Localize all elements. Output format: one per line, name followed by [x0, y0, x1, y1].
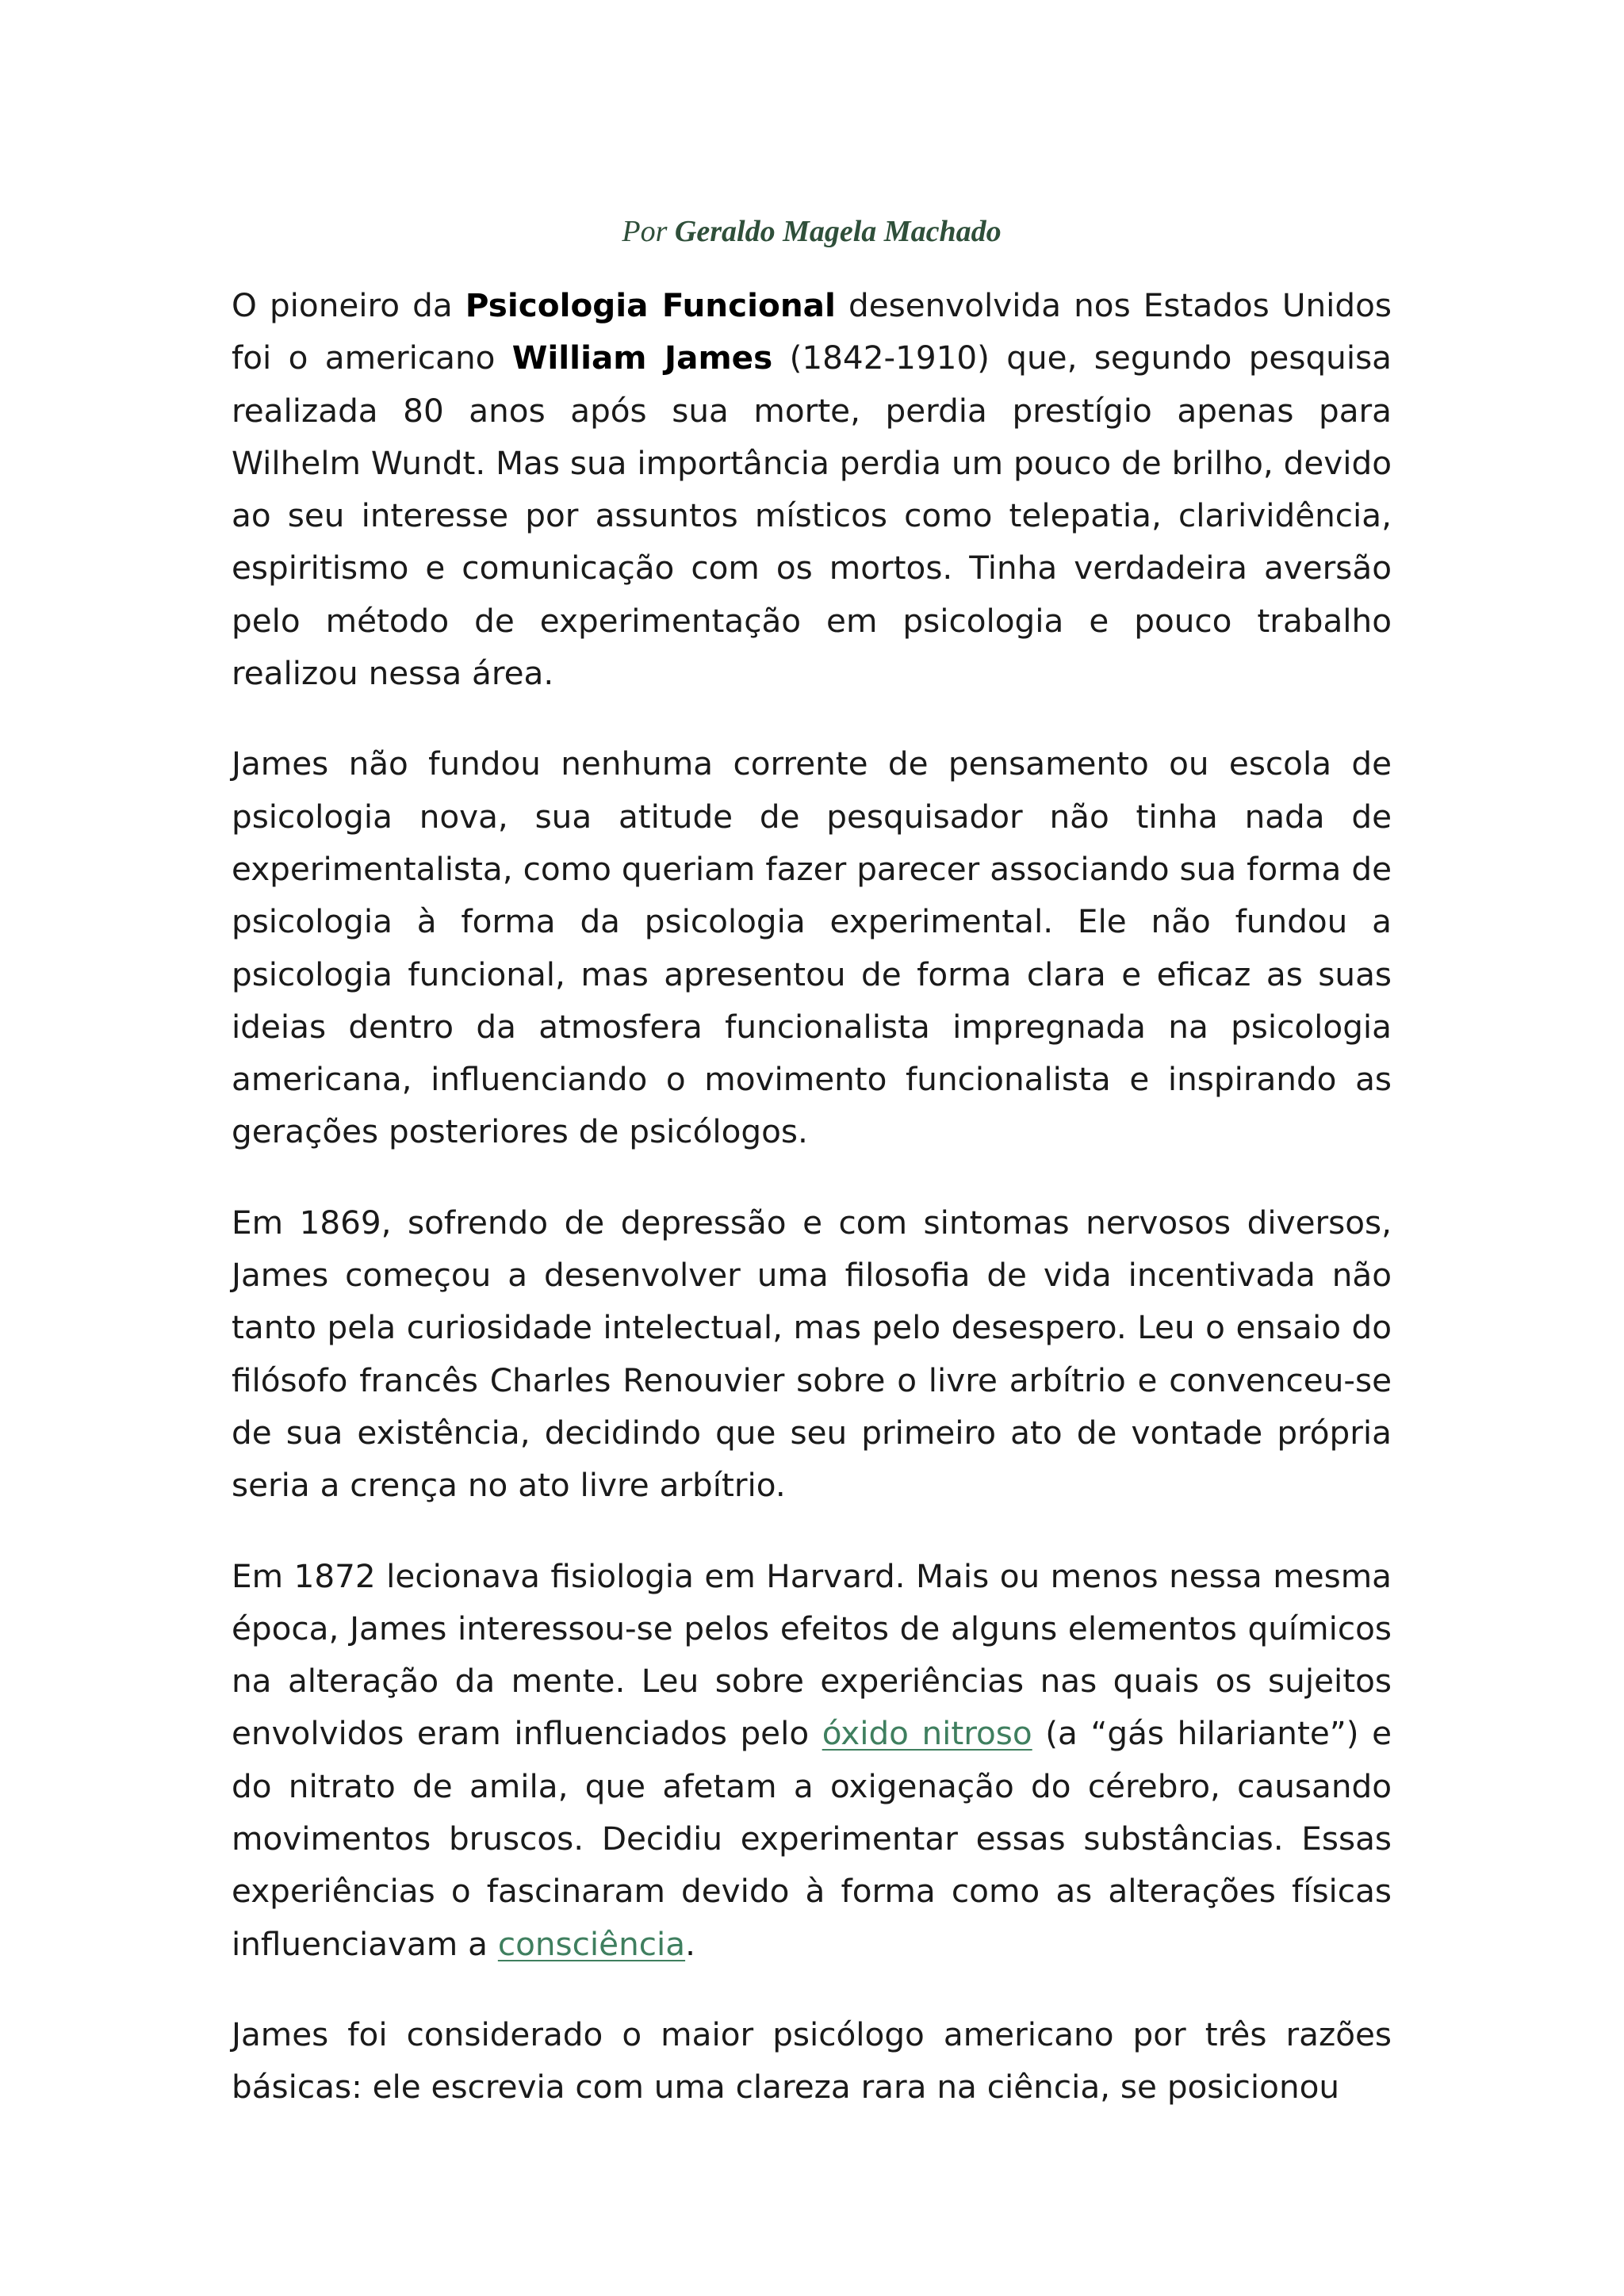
term-psicologia-funcional: Psicologia Funcional: [465, 286, 836, 324]
paragraph-4-text-a: Em 1872 lecionava fisiologia em Harvard. Mais ou menos nessa mesma época, James interessou-se pelos efeitos de alguns elementos químicos na alteração da mente. Leu sobre experiências nas quais os sujeitos envolvidos eram influenciados pelo: [232, 1556, 1392, 1753]
paragraph-3: Em 1869, sofrendo de depressão e com sintomas nervosos diversos, James começou a desenvolver uma filosofia de vida incentivada não tanto pela curiosidade intelectual, mas pelo desespero. Leu o ensaio do filósofo francês Charles Renouvier sobre o livre arbítrio e convenceu-se de sua existência, decidindo que seu primeiro ato de vontade própria seria a crença no ato livre arbítrio.: [232, 1203, 1392, 1505]
paragraph-4-text-b: (a “gás hilariante”) e do nitrato de amila, que afetam a oxigenação do cérebro, causando movimentos bruscos. Decidiu experimentar essas substâncias. Essas experiências o fascinaram devido à forma como as alterações físicas influenciavam a: [232, 1714, 1392, 1963]
paragraph-1-text-c: (1842-1910) que, segundo pesquisa realizada 80 anos após sua morte, perdia prestígio apenas para Wilhelm Wundt. Mas sua importância perdia um pouco de brilho, devido ao seu interesse por assuntos místicos como telepatia, clarividência, espiritismo e comunicação com os mortos. Tinha verdadeira aversão pelo método de experimentação em psicologia e pouco trabalho realizou nessa área.: [232, 339, 1392, 693]
paragraph-1-text-b: desenvolvida nos Estados Unidos foi o americano: [232, 286, 1392, 377]
paragraph-4: [232, 1550, 1392, 1970]
paragraph-1-text-a: O pioneiro da: [232, 286, 465, 324]
byline-author: Geraldo Magela Machado: [674, 215, 1002, 248]
link-consciencia[interactable]: consciência: [497, 1924, 686, 1963]
paragraph-2: James não fundou nenhuma corrente de pensamento ou escola de psicologia nova, sua atitude de pesquisador não tinha nada de experimentalista, como queriam fazer parecer associando sua forma de psicologia à forma da psicologia experimental. Ele não fundou a psicologia funcional, mas apresentou de forma clara e eficaz as suas ideias dentro da atmosfera funcionalista impregnada na psicologia americana, influenciando o movimento funcionalista e inspirando as gerações posteriores de psicólogos.: [232, 744, 1392, 1151]
byline: [232, 208, 1392, 255]
byline-prefix: Por: [622, 215, 668, 248]
paragraph-4-text-c: .: [685, 1924, 695, 1963]
paragraph-1: [232, 279, 1392, 699]
term-william-james: William James: [511, 339, 773, 377]
article-body: [232, 279, 1392, 2152]
paragraph-5: James foi considerado o maior psicólogo americano por três razões básicas: ele escrevia com uma clareza rara na ciência, se posicionou: [232, 2015, 1392, 2107]
link-oxido-nitroso[interactable]: óxido nitroso: [822, 1714, 1032, 1753]
